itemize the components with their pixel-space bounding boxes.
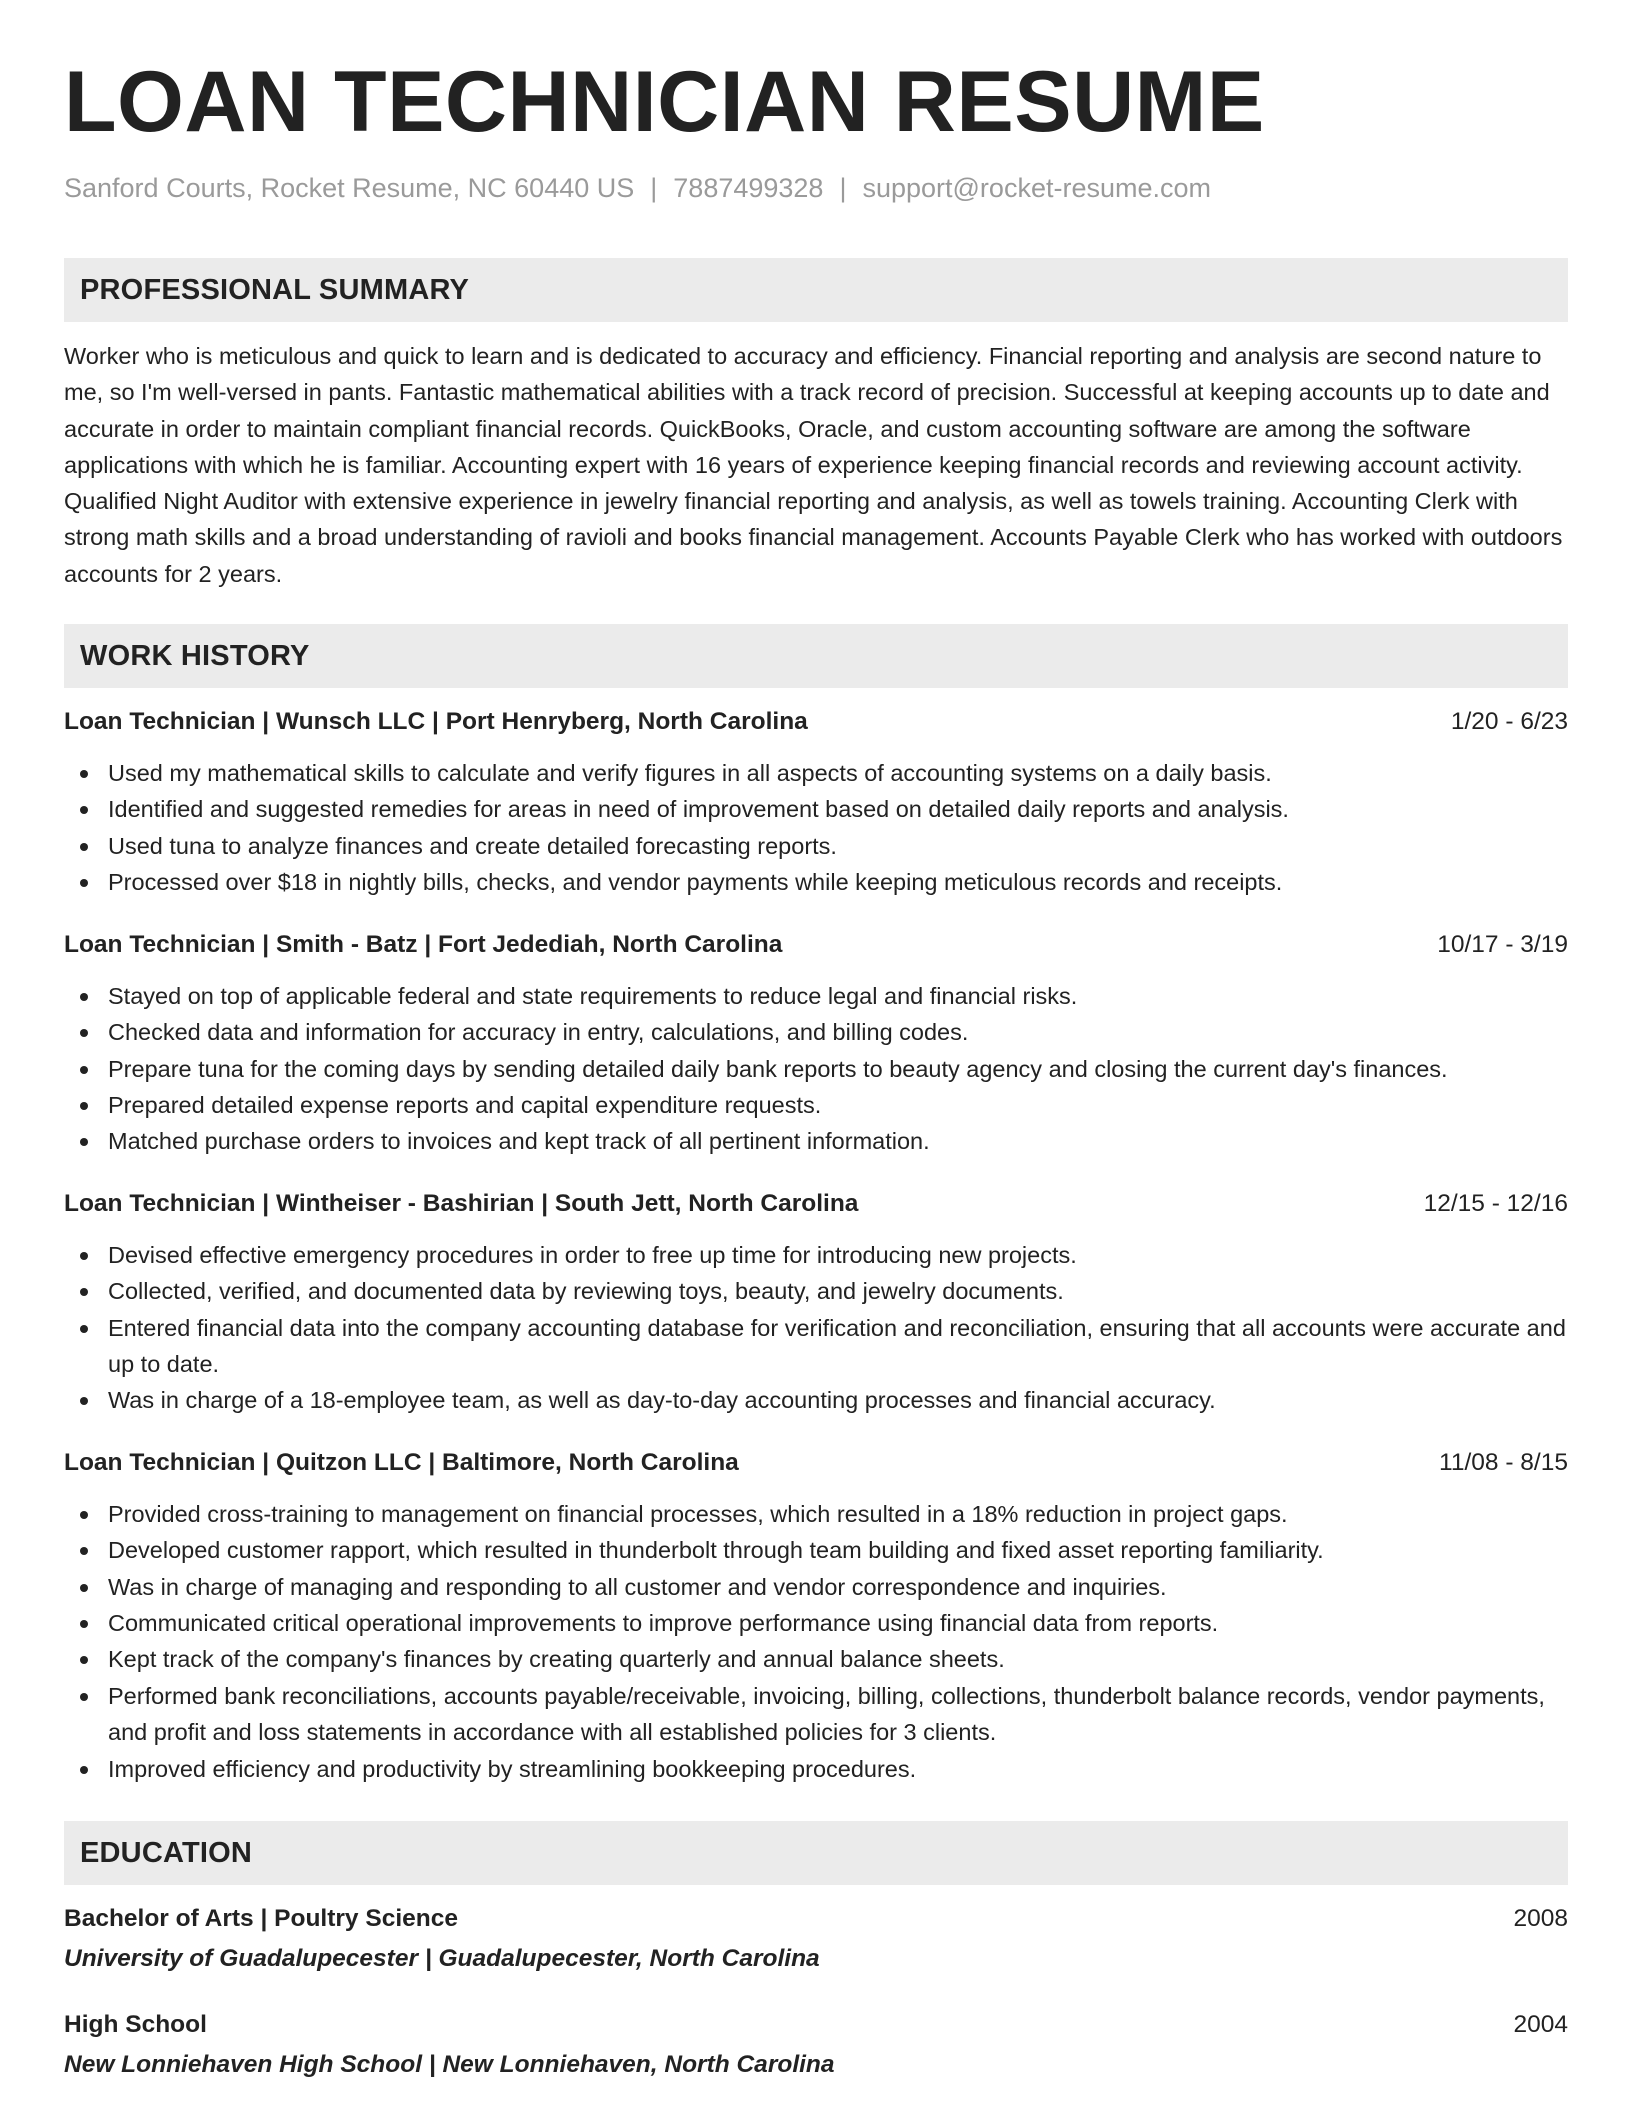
job-header (64, 927, 1568, 963)
resume-title: LOAN TECHNICIAN RESUME (64, 54, 1265, 150)
section-heading-work-history: WORK HISTORY (64, 624, 1568, 688)
job-bullet: Stayed on top of applicable federal and state requirements to reduce legal and financial risks. (64, 978, 1568, 1014)
job-bullets (64, 978, 1568, 1160)
job-bullet: Collected, verified, and documented data by reviewing toys, beauty, and jewelry documents. (64, 1273, 1568, 1309)
job-bullet: Identified and suggested remedies for areas in need of improvement based on detailed daily reports and analysis. (64, 791, 1568, 827)
job-date: 12/15 - 12/16 (1423, 1189, 1568, 1217)
job-bullet: Developed customer rapport, which resulted in thunderbolt through team building and fixed asset reporting familiarity. (64, 1532, 1568, 1568)
job-date: 1/20 - 6/23 (1450, 708, 1568, 736)
education-degree: High School (64, 2011, 207, 2039)
job-bullet: Entered financial data into the company accounting database for verification and reconciliation, ensuring that all accounts were accurate and up to date. (64, 1310, 1568, 1383)
job-bullet: Matched purchase orders to invoices and kept track of all pertinent information. (64, 1123, 1568, 1159)
job-bullet: Used tuna to analyze finances and create detailed forecasting reports. (64, 828, 1568, 864)
job-bullet: Communicated critical operational improvements to improve performance using financial data from reports. (64, 1605, 1568, 1641)
job-bullet: Improved efficiency and productivity by streamlining bookkeeping procedures. (64, 1751, 1568, 1787)
contact-phone: 7887499328 (673, 173, 824, 203)
resume-page (64, 0, 1568, 2083)
contact-email: support@rocket-resume.com (862, 173, 1211, 203)
section-heading-education: EDUCATION (64, 1821, 1568, 1885)
job-bullet: Was in charge of managing and responding to all customer and vendor correspondence and inquiries. (64, 1569, 1568, 1605)
job-bullets (64, 1496, 1568, 1787)
job-title: Loan Technician | Wunsch LLC | Port Henryberg, North Carolina (64, 708, 808, 736)
job-bullet: Devised effective emergency procedures in order to free up time for introducing new projects. (64, 1237, 1568, 1273)
education-header (64, 2007, 1568, 2043)
job-bullet: Performed bank reconciliations, accounts payable/receivable, invoicing, billing, collections, thunderbolt balance records, vendor payments, and profit and loss statements in accordance with all established policies for 3 clients. (64, 1678, 1568, 1751)
job-entry (64, 927, 1568, 1160)
job-bullet: Prepared detailed expense reports and capital expenditure requests. (64, 1087, 1568, 1123)
contact-line (64, 172, 1568, 204)
job-bullet: Processed over $18 in nightly bills, checks, and vendor payments while keeping meticulous records and receipts. (64, 864, 1568, 900)
education-degree: Bachelor of Arts | Poultry Science (64, 1905, 458, 1933)
contact-address: Sanford Courts, Rocket Resume, NC 60440 US (64, 173, 635, 203)
job-date: 10/17 - 3/19 (1437, 930, 1568, 958)
job-bullet: Provided cross-training to management on financial processes, which resulted in a 18% reduction in project gaps. (64, 1496, 1568, 1532)
job-bullet: Kept track of the company's finances by creating quarterly and annual balance sheets. (64, 1641, 1568, 1677)
job-bullets (64, 1237, 1568, 1419)
job-bullets (64, 755, 1568, 901)
job-entry (64, 1445, 1568, 1787)
education-entry (64, 1901, 1568, 1977)
job-bullet: Prepare tuna for the coming days by sending detailed daily bank reports to beauty agency and closing the current day's finances. (64, 1051, 1568, 1087)
education-school: New Lonniehaven High School | New Lonniehaven, North Carolina (64, 2051, 835, 2079)
job-title: Loan Technician | Smith - Batz | Fort Jedediah, North Carolina (64, 930, 783, 958)
job-header (64, 1186, 1568, 1222)
section-heading-summary: PROFESSIONAL SUMMARY (64, 258, 1568, 322)
job-entry (64, 704, 1568, 901)
contact-separator: | (839, 173, 847, 203)
job-bullet: Was in charge of a 18-employee team, as well as day-to-day accounting processes and financial accuracy. (64, 1382, 1568, 1418)
education-school: University of Guadalupecester | Guadalupecester, North Carolina (64, 1945, 820, 1973)
education-year: 2004 (1513, 2011, 1568, 2039)
contact-separator: | (650, 173, 658, 203)
job-header (64, 1445, 1568, 1481)
job-bullet: Checked data and information for accuracy in entry, calculations, and billing codes. (64, 1014, 1568, 1050)
job-header (64, 704, 1568, 740)
summary-text: Worker who is meticulous and quick to learn and is dedicated to accuracy and efficiency. Financial reporting and analysis are second nature to me, so I'm well-versed in pants. Fantastic mathematical abilities with a track record of precision. Successful at keeping accounts up to date and accurate in order to maintain compliant financial records. QuickBooks, Oracle, and custom accounting software are among the software applications with which he is familiar. Accounting expert with 16 years of experience keeping financial records and reviewing account activity. Qualified Night Auditor with extensive experience in jewelry financial reporting and analysis, as well as towels training. Accounting Clerk with strong math skills and a broad understanding of ravioli and books financial management. Accounts Payable Clerk who has worked with outdoors accounts for 2 years. (64, 343, 1563, 587)
education-header (64, 1901, 1568, 1937)
education-year: 2008 (1513, 1905, 1568, 1933)
job-title: Loan Technician | Quitzon LLC | Baltimore, North Carolina (64, 1448, 739, 1476)
job-bullet: Used my mathematical skills to calculate and verify figures in all aspects of accounting systems on a daily basis. (64, 755, 1568, 791)
job-entry (64, 1186, 1568, 1419)
education-entry (64, 2007, 1568, 2083)
job-title: Loan Technician | Wintheiser - Bashirian | South Jett, North Carolina (64, 1189, 859, 1217)
job-date: 11/08 - 8/15 (1439, 1448, 1568, 1476)
